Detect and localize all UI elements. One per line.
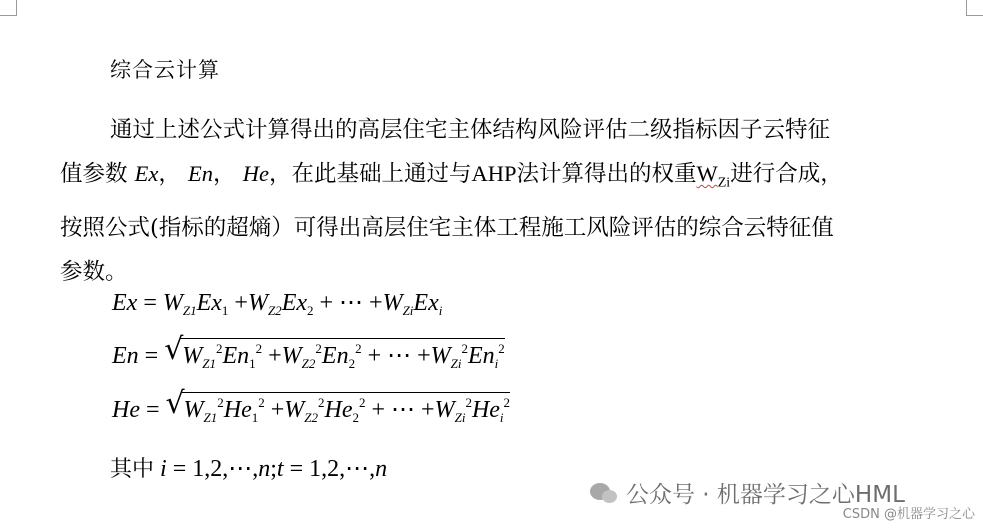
page-corner-mark-left (0, 0, 17, 16)
section-heading: 综合云计算 (110, 58, 220, 82)
symbol-en-text: En (188, 161, 214, 186)
text-run: 法计算得出的权重 (516, 161, 697, 187)
paragraph-line-4: 参数。 (60, 258, 128, 285)
wechat-icon (590, 481, 618, 505)
symbol-ex: Ex (134, 161, 159, 186)
body-paragraph (60, 108, 940, 294)
watermark-text: 公众号 · 机器学习之心HML (626, 482, 905, 508)
weight-w: W (696, 161, 718, 186)
text-run: ， (158, 161, 189, 187)
formula-ex: $Ex = W_{Z1}Ex_1 +W_{Z2}Ex_2$ + ⋯ $+W_{Zi}Ex_i$ (112, 290, 443, 318)
paragraph-line-2 (60, 152, 940, 206)
paragraph-line-1: 通过上述公式计算得出的高层住宅主体结构风险评估二级指标因子云特征 (110, 117, 831, 143)
symbol-en (188, 161, 213, 186)
paragraph-line-3: 按照公式(指标的超熵）可得出高层住宅主体工程施工风险评估的综合云特征值 (60, 214, 834, 241)
sqrt-sign: √ $W_{Z1}^2He_1^2 +W_{Z2}^2He_2^2$ + ⋯ $+W_{Zi}^2He_i^2$ (165, 386, 511, 425)
sqrt-sign: √ $W_{Z1}^2En_1^2 +W_{Z2}^2En_2^2$ + ⋯ $+W_{Zi}^2En_i^2$ (164, 332, 505, 371)
formula-he: He = √ $W_{Z1}^2He_1^2 +W_{Z2}^2He_2^2$ + ⋯ $+W_{Zi}^2He_i^2$ (112, 386, 511, 425)
formula-en: En = √ $W_{Z1}^2En_1^2 +W_{Z2}^2En_2^2$ + ⋯ $+W_{Zi}^2En_i^2$ (112, 332, 505, 371)
formula-prefix: 其中 (110, 457, 155, 482)
text-run: 进行合成， (730, 161, 843, 187)
page-corner-mark-right (966, 0, 983, 16)
text-run: ，在此基础上通过与 (268, 161, 472, 187)
weight-subscript: Zi (717, 175, 731, 191)
formula-index-range: 其中 i = 1,2,⋯,n;t = 1,2,⋯,n (110, 456, 388, 482)
text-run: ， (213, 161, 243, 187)
ahp-term: AHP (471, 161, 517, 186)
credit-text: CSDN @机器学习之心 (842, 507, 975, 522)
text-run: 值参数 (60, 161, 135, 187)
symbol-he: He (242, 161, 269, 186)
weight-wzi (696, 161, 731, 191)
